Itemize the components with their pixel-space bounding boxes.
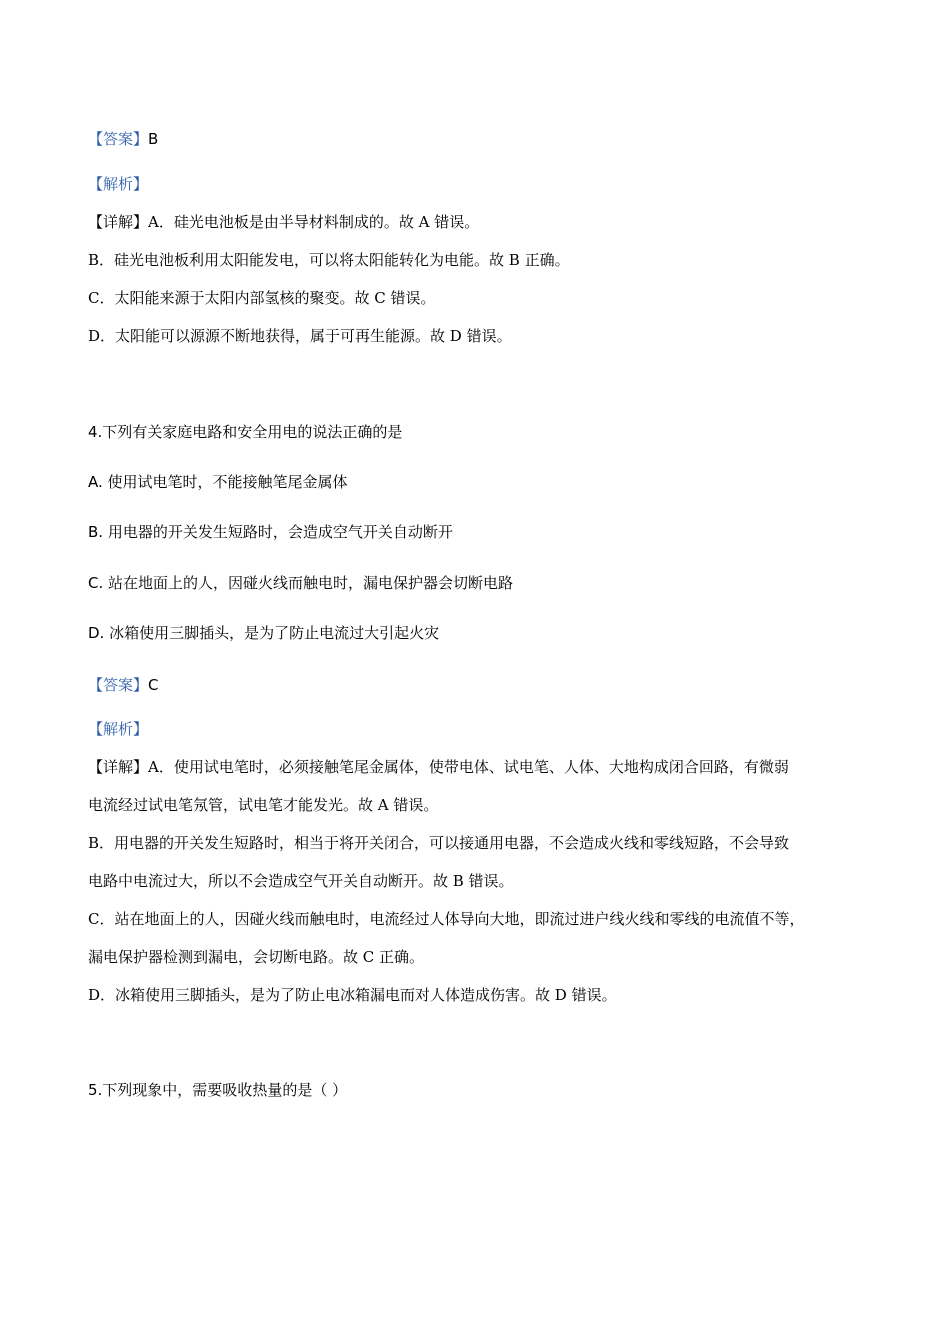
q4-detail-line-3: B．用电器的开关发生短路时，相当于将开关闭合，可以接通用电器，不会造成火线和零线短路，不会导致	[88, 834, 790, 852]
q3-detail-line-1	[88, 211, 479, 232]
q4-detail-line-7: D．冰箱使用三脚插头，是为了防止电冰箱漏电而对人体造成伤害。故 D 错误。	[88, 986, 617, 1004]
answer-value: B	[148, 130, 159, 148]
q3-answer-line	[88, 128, 158, 149]
answer-tag: 【答案】	[88, 130, 149, 148]
q3-detail-line-2: B．硅光电池板利用太阳能发电，可以将太阳能转化为电能。故 B 正确。	[88, 251, 570, 269]
q3-analysis-tag: 【解析】	[88, 175, 149, 193]
q4-answer-line	[88, 674, 159, 695]
q4-option-b: B. 用电器的开关发生短路时，会造成空气开关自动断开	[88, 523, 453, 541]
q4-option-a: A. 使用试电笔时，不能接触笔尾金属体	[88, 473, 348, 491]
detail-tag: 【详解】	[88, 213, 149, 231]
q4-detail-line-4: 电路中电流过大，所以不会造成空气开关自动断开。故 B 错误。	[88, 872, 514, 890]
q4-detail-line-6: 漏电保护器检测到漏电，会切断电路。故 C 正确。	[88, 948, 425, 966]
q5-stem: 5.下列现象中，需要吸收热量的是（ ）	[88, 1081, 348, 1099]
q3-detail-line-4: D．太阳能可以源源不断地获得，属于可再生能源。故 D 错误。	[88, 327, 512, 345]
detail-text: A．使用试电笔时，必须接触笔尾金属体，使带电体、试电笔、人体、大地构成闭合回路，有微弱	[148, 758, 789, 776]
q4-stem: 4.下列有关家庭电路和安全用电的说法正确的是	[88, 423, 403, 441]
answer-value: C	[148, 676, 159, 694]
q4-option-d: D. 冰箱使用三脚插头，是为了防止电流过大引起火灾	[88, 624, 440, 642]
q4-analysis-tag: 【解析】	[88, 720, 149, 738]
q3-detail-line-3: C．太阳能来源于太阳内部氢核的聚变。故 C 错误。	[88, 289, 436, 307]
q4-detail-line-1	[88, 756, 789, 777]
detail-tag: 【详解】	[88, 758, 149, 776]
answer-tag: 【答案】	[88, 676, 149, 694]
q4-option-c: C. 站在地面上的人，因碰火线而触电时，漏电保护器会切断电路	[88, 574, 514, 592]
q4-detail-line-2: 电流经过试电笔氖管，试电笔才能发光。故 A 错误。	[88, 796, 439, 814]
q4-detail-line-5: C．站在地面上的人，因碰火线而触电时，电流经过人体导向大地，即流过进户线火线和零线的电流值不等，	[88, 910, 805, 928]
detail-text: A．硅光电池板是由半导材料制成的。故 A 错误。	[148, 213, 480, 231]
